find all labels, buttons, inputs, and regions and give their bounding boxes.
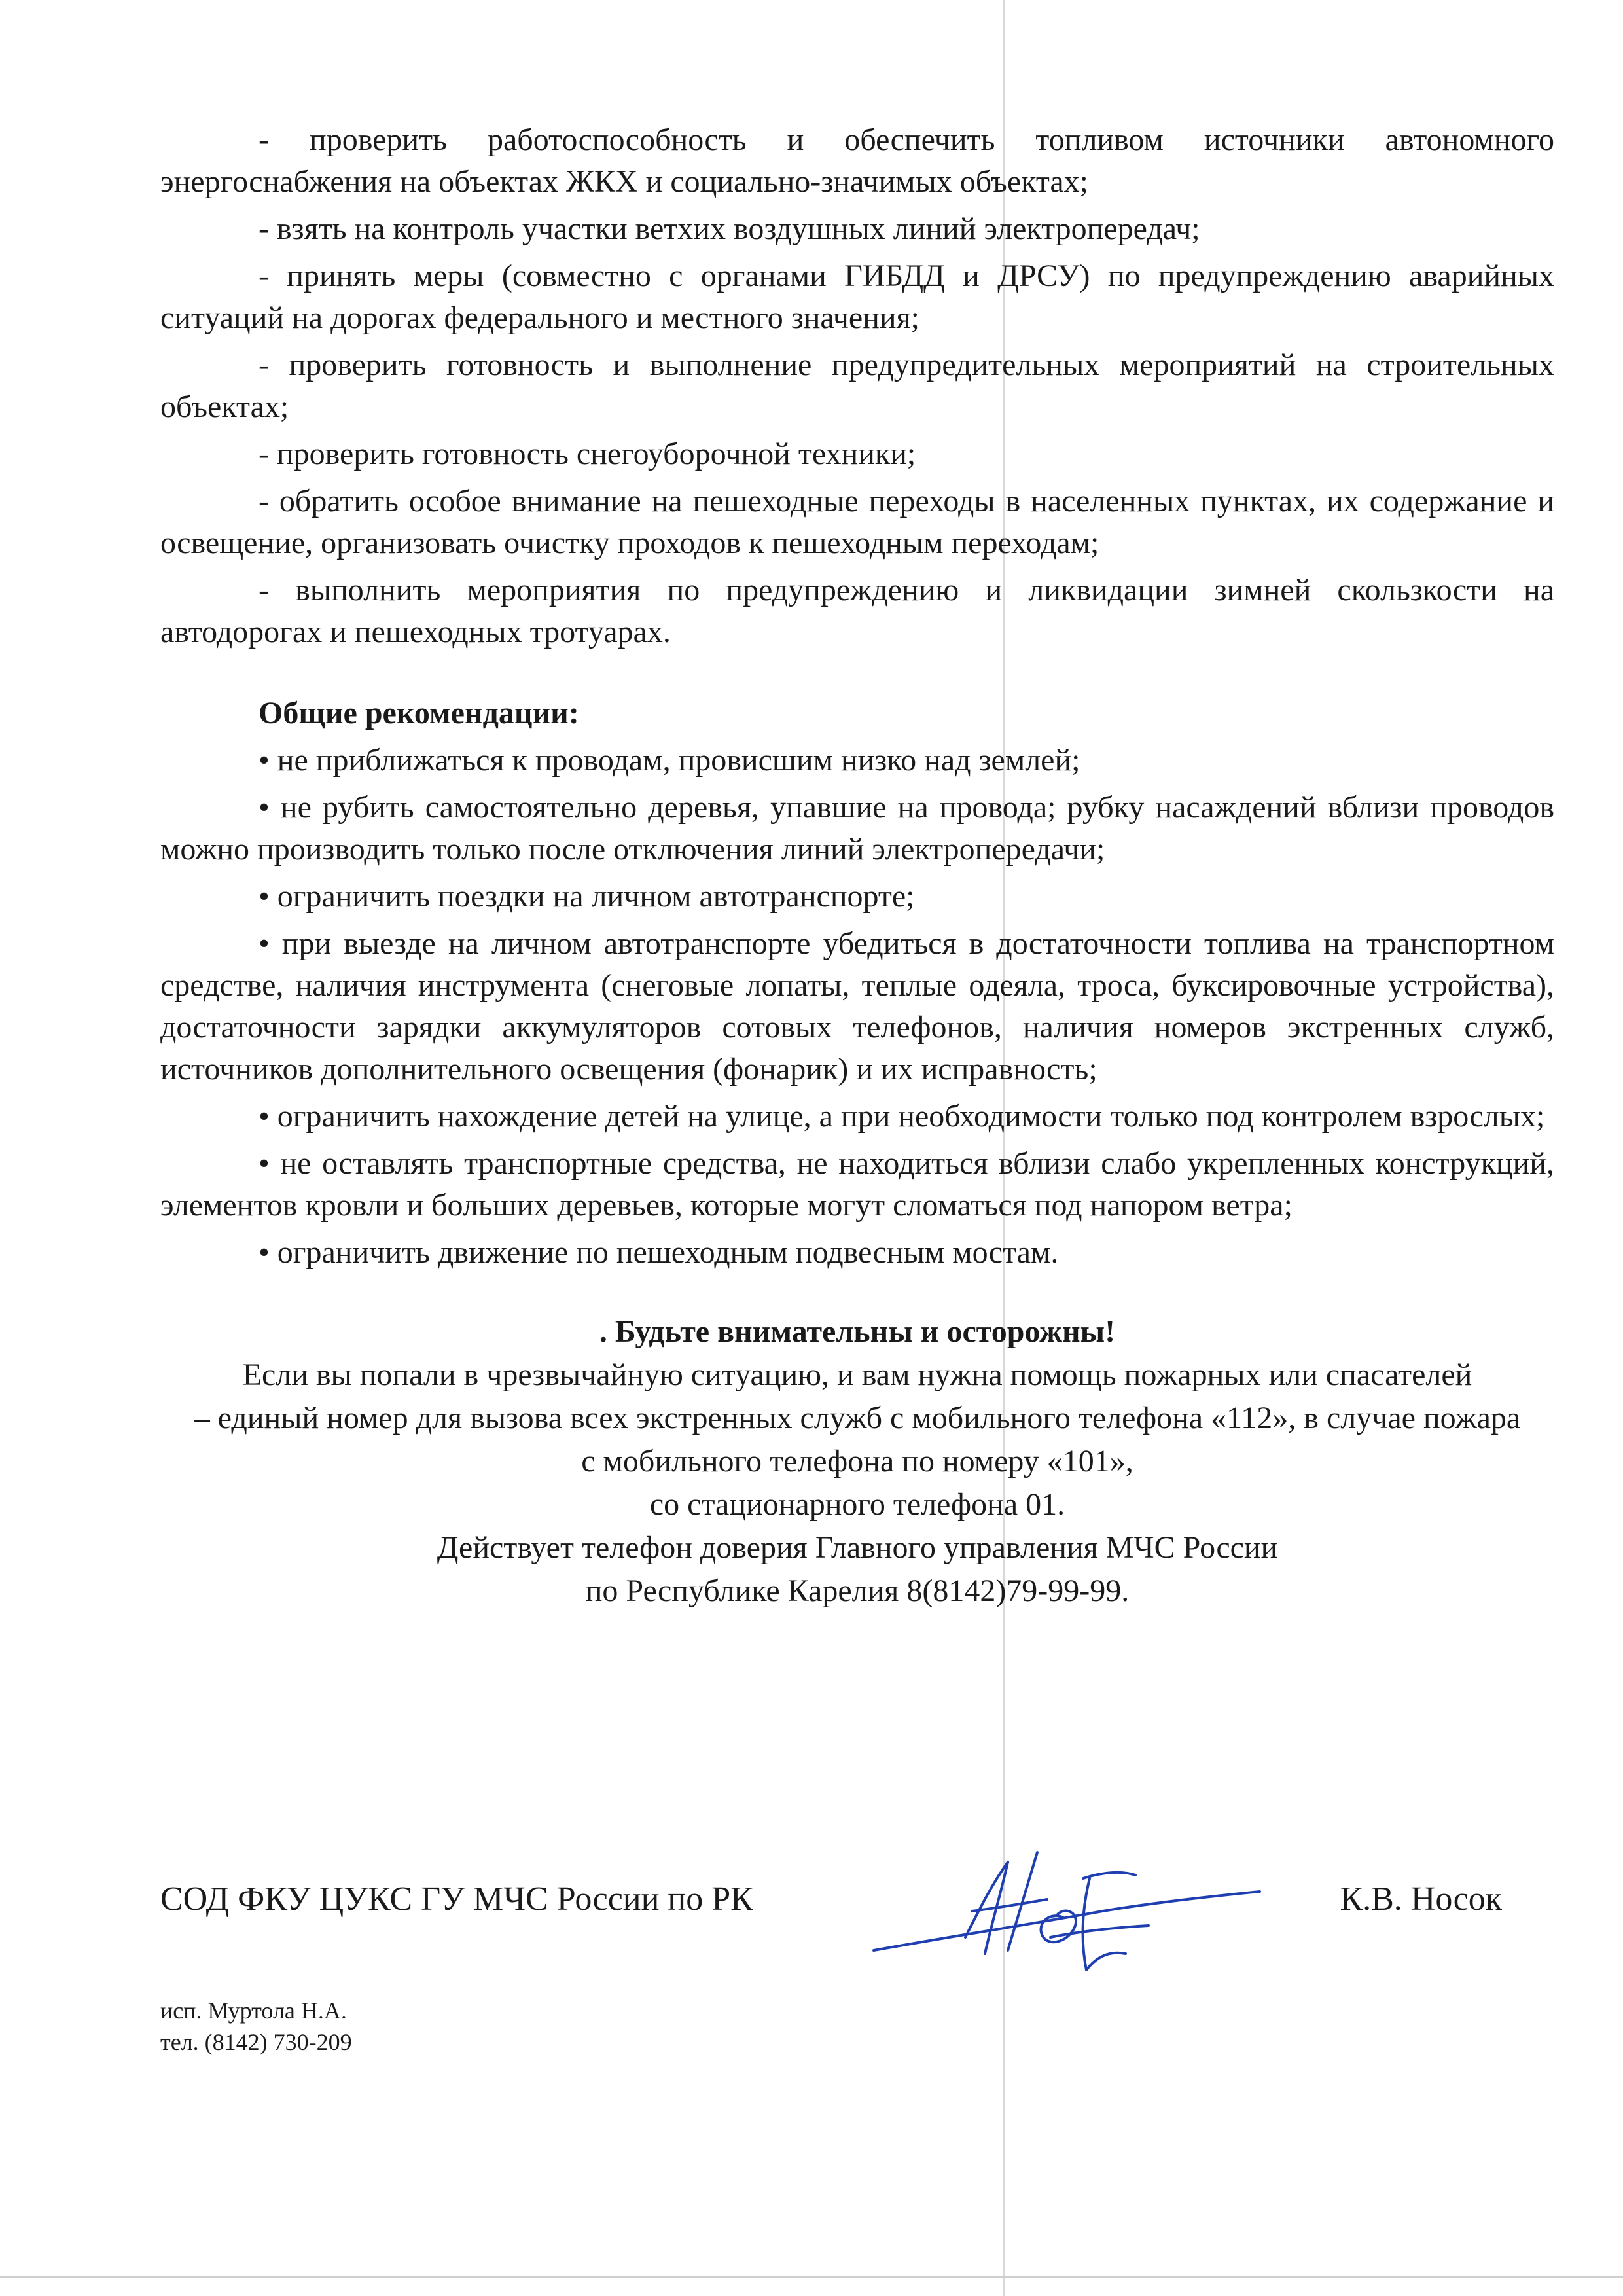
recommendation-item: • не приближаться к проводам, провисшим низко над землей; bbox=[259, 743, 1080, 778]
body-paragraph-4: - проверить готовность и выполнение предупредительных мероприятий на строительных объектах; bbox=[160, 348, 1554, 424]
signature-block bbox=[160, 1865, 1554, 1983]
recommendation-item: • ограничить движение по пешеходным подвесным мостам. bbox=[259, 1235, 1059, 1270]
body-paragraph-3: - принять меры (совместно с органами ГИБДД и ДРСУ) по предупреждению аварийных ситуаций на дорогах федерального и местного значения; bbox=[160, 259, 1554, 335]
notice-line-2: – единый номер для вызова всех экстренных служб с мобильного телефона «112», в случае пожара bbox=[194, 1401, 1521, 1435]
body-paragraph-6: - обратить особое внимание на пешеходные переходы в населенных пунктах, их содержание и освещение, организовать очистку проходов к пешеходным переходам; bbox=[160, 484, 1554, 560]
body-paragraph-1: - проверить работоспособность и обеспечить топливом источники автономного энергоснабжения на объектах ЖКХ и социально-значимых объектах; bbox=[160, 122, 1554, 199]
body-paragraph-5: - проверить готовность снегоуборочной техники; bbox=[259, 437, 916, 471]
executor-info bbox=[160, 1995, 352, 2058]
recommendation-item: • ограничить поездки на личном автотранспорте; bbox=[259, 879, 915, 914]
signatory-name: К.В. Носок bbox=[1340, 1880, 1502, 1918]
recommendations-heading: Общие рекомендации: bbox=[259, 696, 579, 730]
main-text-column bbox=[160, 119, 1554, 1613]
body-paragraph-2: - взять на контроль участки ветхих воздушных линий электропередач; bbox=[259, 211, 1200, 246]
notice-line-6: по Республике Карелия 8(8142)79-99-99. bbox=[585, 1573, 1130, 1608]
notice-line-1: Если вы попали в чрезвычайную ситуацию, и вам нужна помощь пожарных или спасателей bbox=[242, 1357, 1472, 1392]
executor-phone: тел. (8142) 730-209 bbox=[160, 2029, 352, 2055]
scan-bottom-edge bbox=[0, 2276, 1623, 2278]
recommendation-item: • не рубить самостоятельно деревья, упавшие на провода; рубку насаждений вблизи проводов можно производить только после отключения линий электропередачи; bbox=[160, 790, 1554, 867]
notice-line-3: с мобильного телефона по номеру «101», bbox=[581, 1444, 1133, 1479]
recommendation-item: • не оставлять транспортные средства, не находиться вблизи слабо укрепленных конструкций, элементов кровли и больших деревьев, которые могут сломаться под напором ветра; bbox=[160, 1146, 1554, 1223]
notice-line-4: со стационарного телефона 01. bbox=[649, 1487, 1065, 1522]
notice-title: . Будьте внимательны и осторожны! bbox=[599, 1314, 1116, 1349]
body-paragraph-7: - выполнить мероприятия по предупреждению и ликвидации зимней скользкости на автодорогах и пешеходных тротуарах. bbox=[160, 573, 1554, 649]
executor-name: исп. Муртола Н.А. bbox=[160, 1998, 347, 2024]
handwritten-signature bbox=[867, 1839, 1273, 1996]
signatory-organization: СОД ФКУ ЦУКС ГУ МЧС России по РК bbox=[160, 1880, 753, 1918]
notice-line-5: Действует телефон доверия Главного управления МЧС России bbox=[437, 1530, 1278, 1565]
recommendation-item: • ограничить нахождение детей на улице, а при необходимости только под контролем взрослых; bbox=[259, 1099, 1545, 1134]
recommendation-item: • при выезде на личном автотранспорте убедиться в достаточности топлива на транспортном средстве, наличия инструмента (снеговые лопаты, теплые одеяла, троса, буксировочные устройства), достаточности зарядки аккумуляторов сотовых телефонов, наличия номеров экстренных служб, источников дополнительного освещения (фонарик) и их исправность; bbox=[160, 926, 1554, 1086]
